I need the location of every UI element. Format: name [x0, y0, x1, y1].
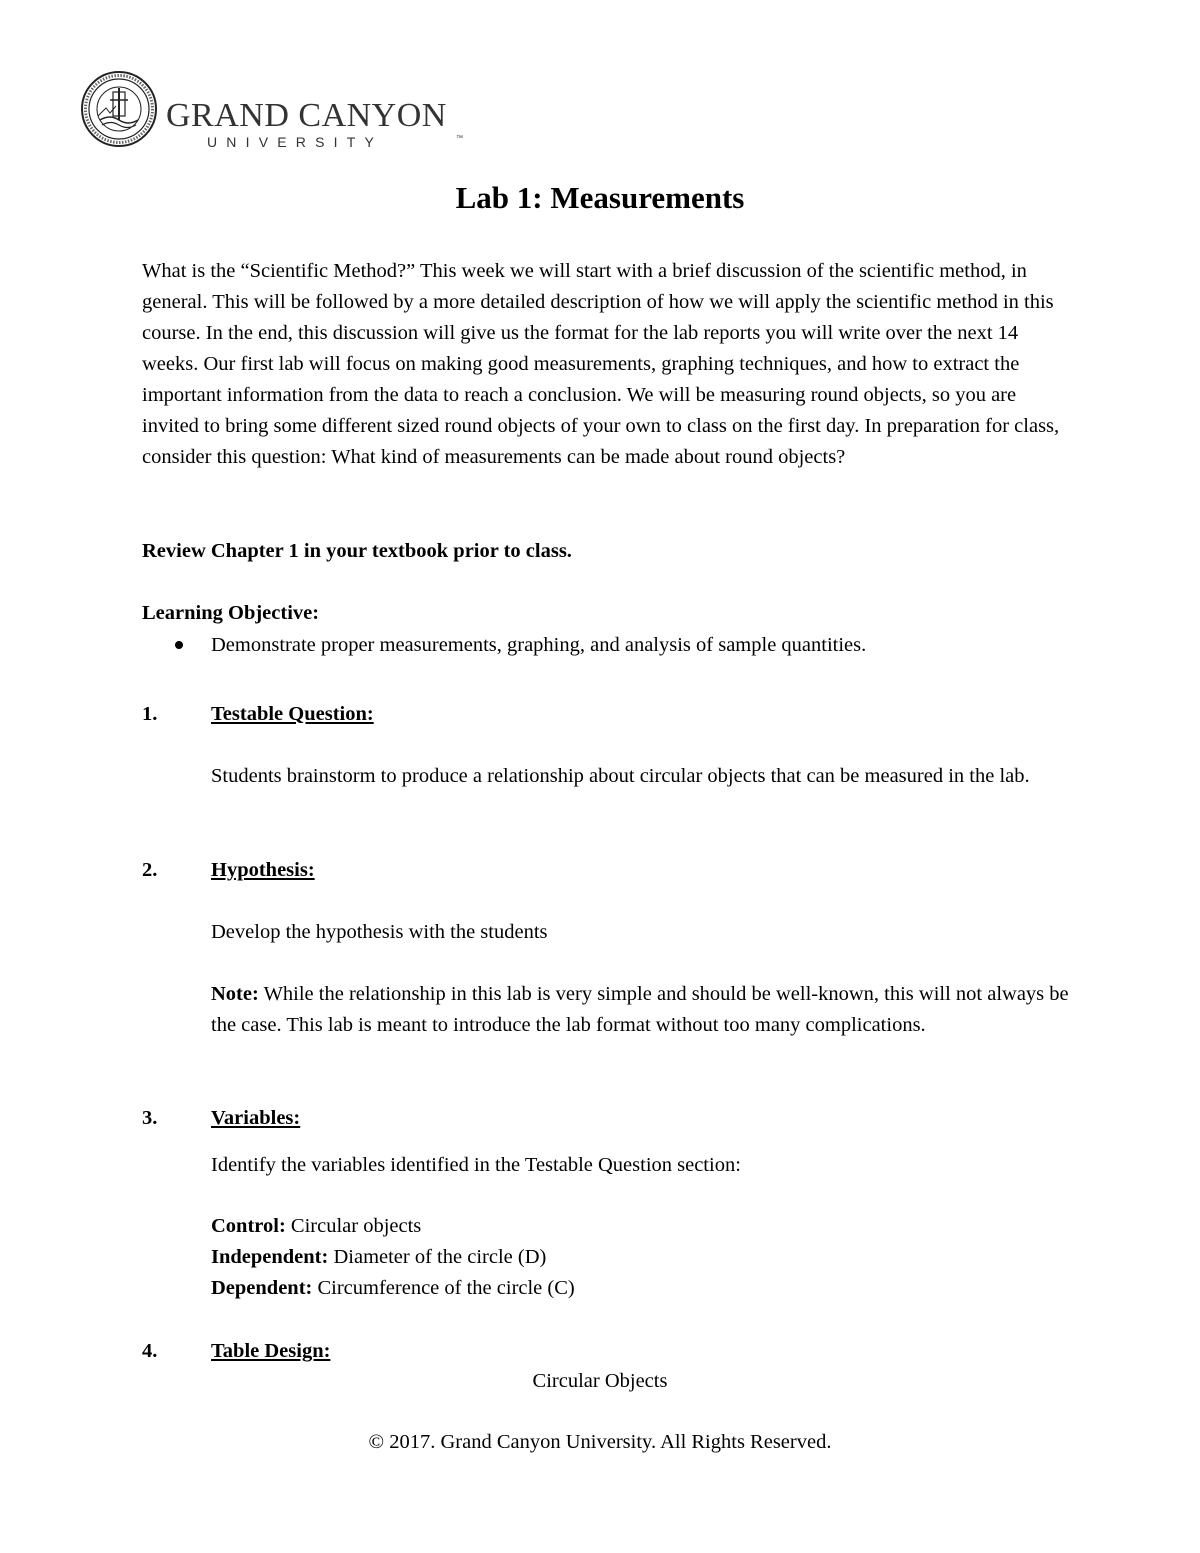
university-logo	[80, 70, 463, 150]
copyright-footer: © 2017. Grand Canyon University. All Rights Reserved.	[368, 1431, 832, 1453]
note-label: Note:	[211, 983, 259, 1005]
learning-objective-item: Demonstrate proper measurements, graphing, and analysis of sample quantities.	[211, 634, 867, 656]
note-text: While the relationship in this lab is very simple and should be well-known, this will not always be the case. This lab is meant to introduce the lab format without too many complications.	[211, 983, 1069, 1036]
hypothesis-body: Develop the hypothesis with the students	[211, 921, 548, 943]
section-number: 4.	[142, 1340, 158, 1362]
variable-value: Diameter of the circle (D)	[328, 1246, 547, 1268]
variable-dependent	[211, 1273, 1071, 1304]
section-number: 2.	[142, 859, 158, 881]
section-title-hypothesis: Hypothesis:	[211, 859, 315, 881]
document-title: Lab 1: Measurements	[455, 180, 745, 215]
university-seal-icon	[80, 70, 158, 148]
variable-label: Independent:	[211, 1246, 329, 1268]
variable-independent	[211, 1242, 1071, 1273]
section-number: 1.	[142, 703, 158, 725]
variables-body: Identify the variables identified in the Testable Question section:	[211, 1154, 741, 1176]
variable-value: Circumference of the circle (C)	[312, 1277, 575, 1299]
variable-value: Circular objects	[285, 1215, 422, 1237]
variable-label: Dependent:	[211, 1277, 313, 1299]
logo-name-line2: UNIVERSITY	[207, 134, 384, 148]
hypothesis-note	[211, 979, 1071, 1041]
variable-control	[211, 1211, 1071, 1242]
bullet-icon	[175, 641, 183, 649]
intro-paragraph: What is the “Scientific Method?” This week we will start with a brief discussion of the scientific method, in general. This will be followed by a more detailed description of how we will apply the scientific method in this course. In the end, this discussion will give us the format for the lab reports you will write over the next 14 weeks. Our first lab will focus on making good measurements, graphing techniques, and how to extract the important information from the data to reach a conclusion. We will be measuring round objects, so you are invited to bring some different sized round objects of your own to class on the first day. In preparation for class, consider this question: What kind of measurements can be made about round objects?	[142, 260, 1060, 468]
section-title-variables: Variables:	[211, 1107, 301, 1129]
learning-objective-heading: Learning Objective:	[142, 602, 320, 624]
section-title-table-design: Table Design:	[211, 1340, 331, 1362]
section-number: 3.	[142, 1107, 158, 1129]
logo-name-line1: GRAND CANYON	[166, 97, 447, 134]
university-wordmark	[166, 92, 466, 148]
table-caption: Circular Objects	[532, 1370, 668, 1392]
testable-question-body: Students brainstorm to produce a relationship about circular objects that can be measured in the lab.	[211, 765, 1030, 787]
section-title-testable-question: Testable Question:	[211, 703, 374, 725]
variable-label: Control:	[211, 1215, 286, 1237]
review-instruction: Review Chapter 1 in your textbook prior to class.	[142, 540, 572, 562]
logo-trademark: ™	[456, 135, 463, 142]
